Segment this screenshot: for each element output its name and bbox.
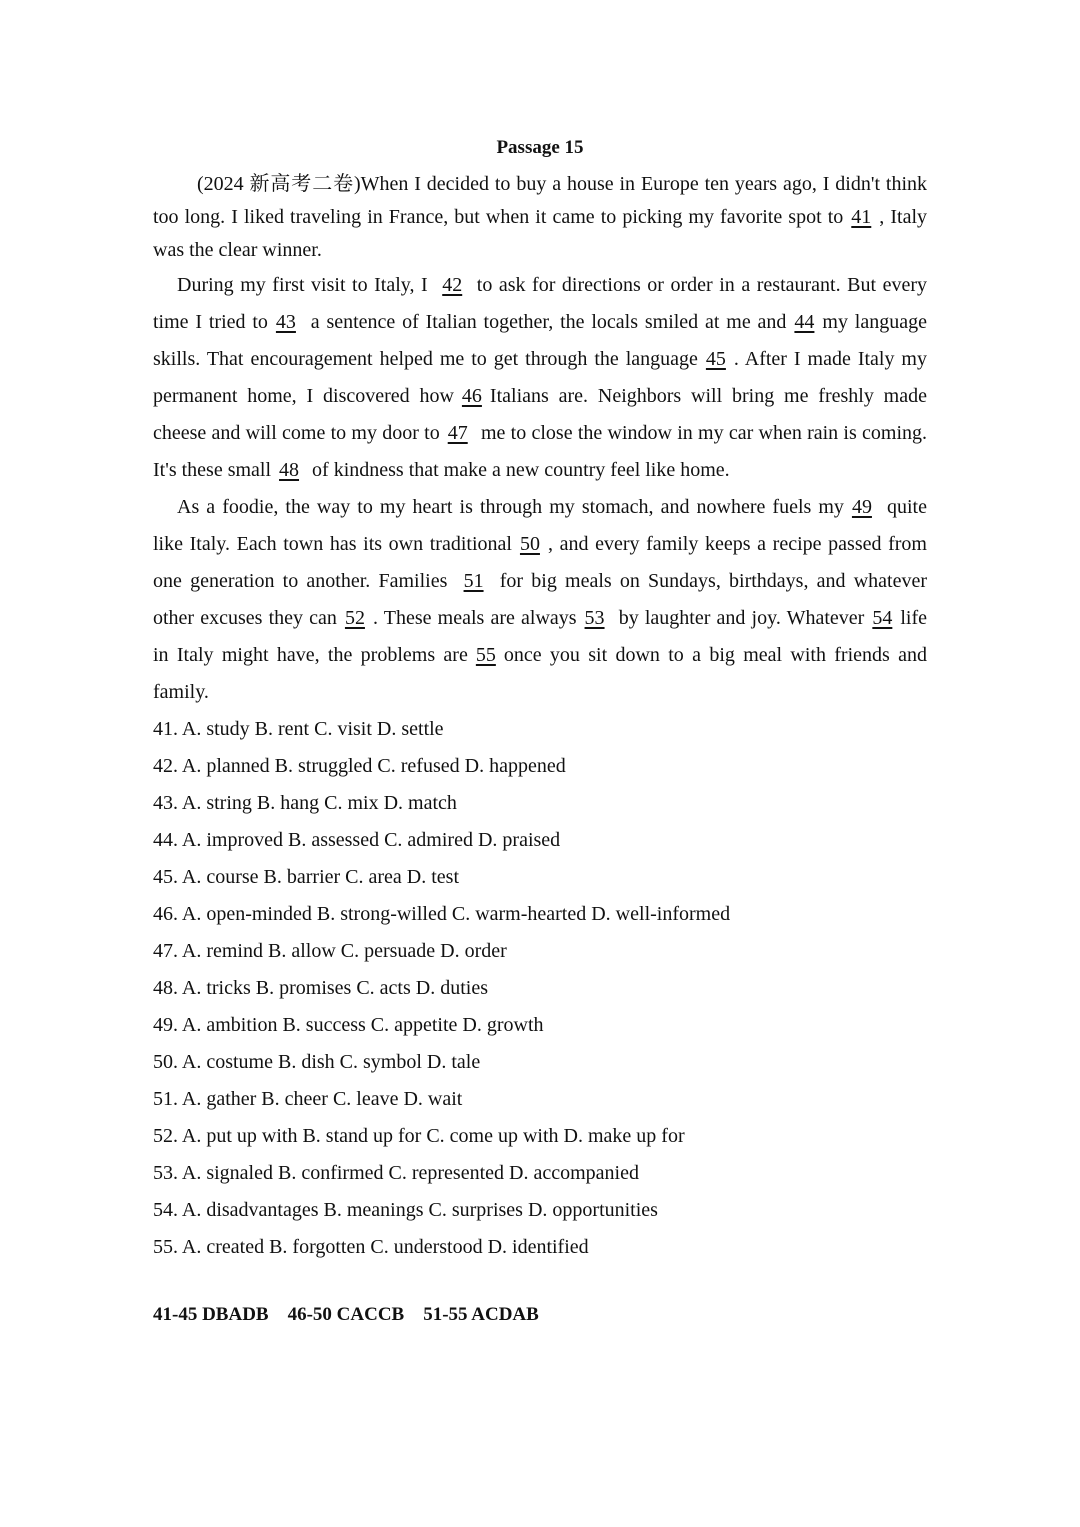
blank-52: 52: [344, 607, 365, 629]
blank-46: 46: [461, 385, 482, 407]
blank-53: 53: [584, 607, 605, 629]
blank-47: 47: [447, 422, 468, 444]
paragraph-text: (2024 新高考二卷)When I decided to buy a house in Europe ten years ago, I didn't think too long. I liked traveling in France, but when it came to picking my favorite spot to: [153, 173, 927, 228]
blank-48: 48: [279, 459, 300, 481]
option-45: 45. A. course B. barrier C. area D. test: [153, 866, 460, 888]
option-48: 48. A. tricks B. promises C. acts D. duties: [153, 977, 488, 999]
option-49: 49. A. ambition B. success C. appetite D. growth: [153, 1014, 544, 1036]
blank-43: 43: [275, 311, 296, 333]
paragraph-text: As a foodie, the way to my heart is through my stomach, and nowhere fuels my: [177, 496, 844, 518]
paragraph-text: for big meals on Sundays, birthdays, and whatever other excuses they can: [153, 570, 928, 629]
option-55: 55. A. created B. forgotten C. understood D. identified: [153, 1236, 589, 1258]
blank-50: 50: [519, 533, 540, 555]
option-53: 53. A. signaled B. confirmed C. represented D. accompanied: [153, 1162, 639, 1184]
paragraph-1: [153, 168, 927, 267]
paragraph-text: . These meals are always: [372, 607, 577, 629]
blank-44: 44: [794, 311, 815, 333]
paragraph-text: , Italy was the clear winner.: [153, 206, 927, 261]
blank-41: 41: [851, 206, 872, 228]
option-54: 54. A. disadvantages B. meanings C. surprises D. opportunities: [153, 1199, 658, 1221]
paragraph-text: During my first visit to Italy, I: [177, 274, 435, 296]
option-50: 50. A. costume B. dish C. symbol D. tale: [153, 1051, 481, 1073]
paragraph-text: quite like Italy. Each town has its own traditional: [153, 496, 927, 555]
paragraph-text: me to close the window in my car when rain is coming. It's these small: [153, 422, 928, 481]
option-41: 41. A. study B. rent C. visit D. settle: [153, 718, 444, 740]
paragraph-text: . After I made Italy my permanent home, I discovered how: [153, 348, 927, 407]
paragraph-text: to ask for directions or order in a restaurant. But every time I tried to: [153, 274, 927, 333]
blank-51: 51: [463, 570, 484, 592]
option-51: 51. A. gather B. cheer C. leave D. wait: [153, 1088, 463, 1110]
paragraph-text: Italians are. Neighbors will bring me freshly made cheese and will come to my door to: [153, 385, 927, 444]
paragraph-2: [153, 267, 927, 489]
blank-42: 42: [442, 274, 463, 296]
paragraph-text: a sentence of Italian together, the locals smiled at me and: [303, 311, 787, 333]
paragraph-text: my language skills. That encouragement helped me to get through the language: [153, 311, 927, 370]
paragraph-text: , and every family keeps a recipe passed from one generation to another. Families: [153, 533, 927, 592]
options-list: [153, 711, 927, 1266]
paragraph-text: once you sit down to a big meal with friends and family.: [153, 644, 928, 703]
blank-49: 49: [851, 496, 872, 518]
paragraph-text: by laughter and joy. Whatever: [612, 607, 865, 629]
option-47: 47. A. remind B. allow C. persuade D. order: [153, 940, 507, 962]
blank-55: 55: [475, 644, 496, 666]
option-46: 46. A. open-minded B. strong-willed C. warm-hearted D. well-informed: [153, 903, 731, 925]
document-page: [153, 134, 927, 1326]
blank-45: 45: [705, 348, 726, 370]
paragraph-text: of kindness that make a new country feel like home.: [307, 459, 730, 481]
option-43: 43. A. string B. hang C. mix D. match: [153, 792, 457, 814]
option-42: 42. A. planned B. struggled C. refused D. happened: [153, 755, 566, 777]
paragraph-3: [153, 489, 927, 711]
passage-title: Passage 15: [496, 137, 584, 158]
option-44: 44. A. improved B. assessed C. admired D. praised: [153, 829, 561, 851]
answer-key: 41-45 DBADB 46-50 CACCB 51-55 ACDAB: [153, 1304, 539, 1325]
blank-54: 54: [872, 607, 893, 629]
option-52: 52. A. put up with B. stand up for C. come up with D. make up for: [153, 1125, 685, 1147]
paragraph-text: life in Italy might have, the problems are: [153, 607, 927, 666]
